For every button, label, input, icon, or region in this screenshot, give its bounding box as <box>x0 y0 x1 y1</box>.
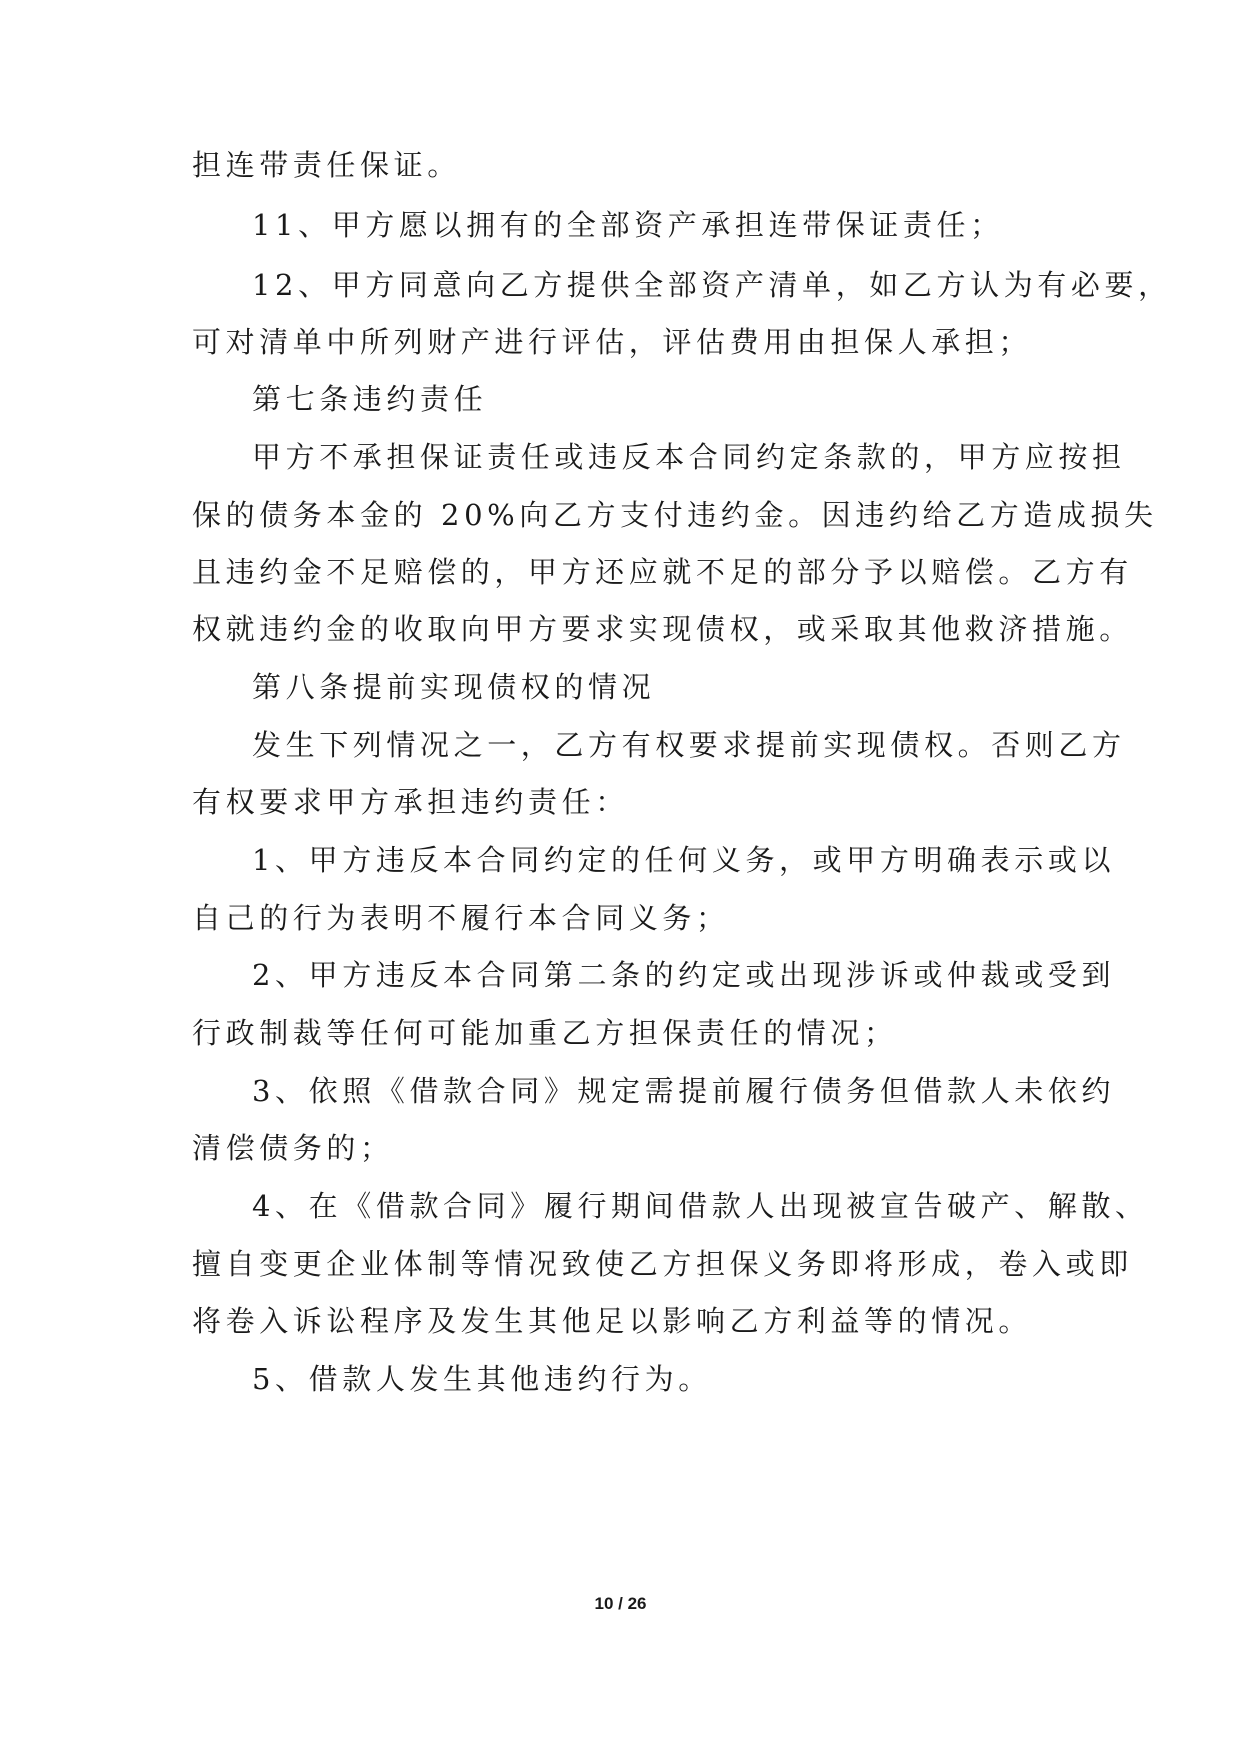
text-line: 行政制裁等任何可能加重乙方担保责任的情况； <box>192 1016 898 1050</box>
text-line: 1、甲方违反本合同约定的任何义务，或甲方明确表示或以 <box>252 843 1116 877</box>
text-line: 担连带责任保证。 <box>192 148 461 182</box>
text-line: 有权要求甲方承担违约责任： <box>192 785 629 819</box>
text-line: 甲方不承担保证责任或违反本合同约定条款的，甲方应按担 <box>252 440 1126 474</box>
section-heading: 第七条违约责任 <box>252 382 488 416</box>
text-line: 将卷入诉讼程序及发生其他足以影响乙方利益等的情况。 <box>192 1304 1033 1338</box>
text-line: 发生下列情况之一，乙方有权要求提前实现债权。否则乙方 <box>252 728 1126 762</box>
text-line: 4、在《借款合同》履行期间借款人出现被宣告破产、解散、 <box>252 1189 1149 1223</box>
page-number: 10 / 26 <box>594 1594 647 1613</box>
text-line: 擅自变更企业体制等情况致使乙方担保义务即将形成，卷入或即 <box>192 1247 1133 1281</box>
section-heading: 第八条提前实现债权的情况 <box>252 670 656 704</box>
text-line: 3、依照《借款合同》规定需提前履行债务但借款人未依约 <box>252 1074 1116 1108</box>
text-line: 2、甲方违反本合同第二条的约定或出现涉诉或仲裁或受到 <box>252 958 1116 992</box>
text-line: 12、甲方同意向乙方提供全部资产清单，如乙方认为有必要， <box>252 268 1172 302</box>
text-line: 11、甲方愿以拥有的全部资产承担连带保证责任； <box>252 208 1004 242</box>
text-line: 可对清单中所列财产进行评估，评估费用由担保人承担； <box>192 325 1033 359</box>
text-line: 权就违约金的收取向甲方要求实现债权，或采取其他救济措施。 <box>192 612 1133 646</box>
text-line: 自己的行为表明不履行本合同义务； <box>192 901 730 935</box>
text-line: 5、借款人发生其他违约行为。 <box>252 1362 712 1396</box>
text-line: 清偿债务的； <box>192 1131 394 1165</box>
text-line: 保的债务本金的 20%向乙方支付违约金。因违约给乙方造成损失 <box>192 498 1158 532</box>
text-line: 且违约金不足赔偿的，甲方还应就不足的部分予以赔偿。乙方有 <box>192 555 1133 589</box>
